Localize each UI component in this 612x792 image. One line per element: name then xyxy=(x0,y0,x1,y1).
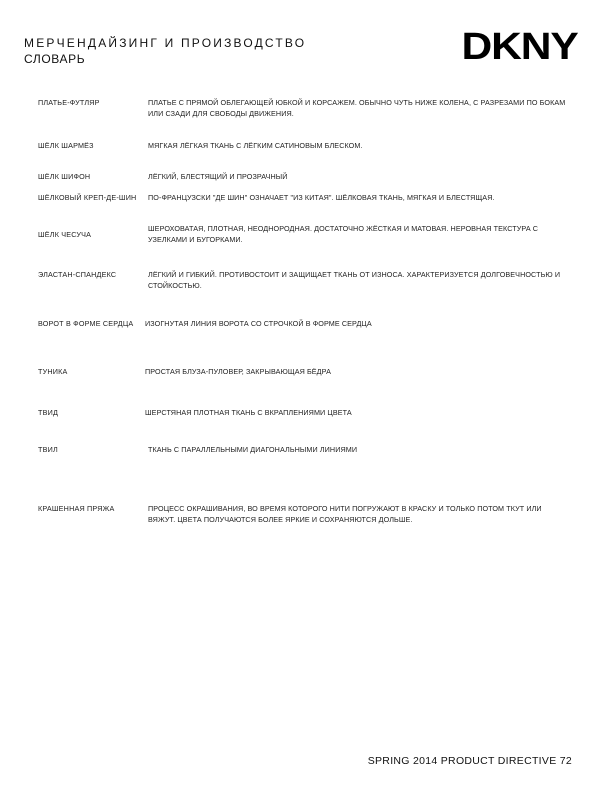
page-footer: SPRING 2014 PRODUCT DIRECTIVE 72 xyxy=(367,755,572,767)
glossary-term: ТВИД xyxy=(38,408,59,417)
glossary-definition: МЯГКАЯ ЛЁГКАЯ ТКАНЬ С ЛЁГКИМ САТИНОВЫМ БЛЕСКОМ. xyxy=(148,141,363,150)
glossary-term: ШЁЛК ШАРМЁЗ xyxy=(38,141,94,150)
dkny-logo: DKNY xyxy=(461,26,578,68)
glossary-term: ПЛАТЬЕ-ФУТЛЯР xyxy=(38,98,100,107)
glossary-term: КРАШЕННАЯ ПРЯЖА xyxy=(38,504,115,513)
glossary-definition: ЛЁГКИЙ И ГИБКИЙ. ПРОТИВОСТОИТ И ЗАЩИЩАЕТ ТКАНЬ ОТ ИЗНОСА. ХАРАКТЕРИЗУЕТСЯ ДОЛГОВЕЧНОСТЬЮ И СТОЙКОСТЬЮ. xyxy=(148,270,561,290)
glossary-term: ШЁЛК ЧЕСУЧА xyxy=(38,230,92,239)
glossary-term: ТУНИКА xyxy=(38,367,68,376)
glossary-definition: ШЕРСТЯНАЯ ПЛОТНАЯ ТКАНЬ С ВКРАПЛЕНИЯМИ ЦВЕТА xyxy=(145,408,352,417)
glossary-definition: ПРОСТАЯ БЛУЗА-ПУЛОВЕР, ЗАКРЫВАЮЩАЯ БЁДРА xyxy=(145,367,331,376)
glossary-definition: ПО-ФРАНЦУЗСКИ "ДЕ ШИН" ОЗНАЧАЕТ "ИЗ КИТАЯ". ШЁЛКОВАЯ ТКАНЬ, МЯГКАЯ И БЛЕСТЯЩАЯ. xyxy=(148,193,495,202)
glossary-definition: ИЗОГНУТАЯ ЛИНИЯ ВОРОТА СО СТРОЧКОЙ В ФОРМЕ СЕРДЦА xyxy=(145,319,372,328)
glossary-definition: ПРОЦЕСС ОКРАШИВАНИЯ, ВО ВРЕМЯ КОТОРОГО НИТИ ПОГРУЖАЮТ В КРАСКУ И ТОЛЬКО ПОТОМ ТКУТ ИЛИ ВЯЖУТ. ЦВЕТА ПОЛУЧАЮТСЯ БОЛЕЕ ЯРКИЕ И СОХРАНЯЮТСЯ ДОЛЬШЕ. xyxy=(148,504,542,524)
glossary-term: ТВИЛ xyxy=(38,445,58,454)
glossary-term: ВОРОТ В ФОРМЕ СЕРДЦА xyxy=(38,319,134,328)
glossary-term: ЭЛАСТАН-СПАНДЕКС xyxy=(38,270,117,279)
page-subtitle: СЛОВАРЬ xyxy=(24,52,86,66)
glossary-definition: ТКАНЬ С ПАРАЛЛЕЛЬНЫМИ ДИАГОНАЛЬНЫМИ ЛИНИЯМИ xyxy=(148,445,358,454)
glossary-definition: ЛЁГКИЙ, БЛЕСТЯЩИЙ И ПРОЗРАЧНЫЙ xyxy=(148,172,288,181)
page-title: МЕРЧЕНДАЙЗИНГ И ПРОИЗВОДСТВО xyxy=(24,36,307,50)
glossary-term: ШЁЛКОВЫЙ КРЕП-ДЕ-ШИН xyxy=(38,193,137,202)
glossary-term: ШЁЛК ШИФОН xyxy=(38,172,91,181)
glossary-definition: ПЛАТЬЕ С ПРЯМОЙ ОБЛЕГАЮЩЕЙ ЮБКОЙ И КОРСАЖЕМ. ОБЫЧНО ЧУТЬ НИЖЕ КОЛЕНА, С РАЗРЕЗАМИ ПО БОКАМ ИЛИ СЗАДИ ДЛЯ СВОБОДЫ ДВИЖЕНИЯ. xyxy=(148,98,566,118)
glossary-definition: ШЕРОХОВАТАЯ, ПЛОТНАЯ, НЕОДНОРОДНАЯ. ДОСТАТОЧНО ЖЁСТКАЯ И МАТОВАЯ. НЕРОВНАЯ ТЕКСТУРА С УЗЕЛКАМИ И БУГОРКАМИ. xyxy=(148,224,539,244)
page-header xyxy=(24,36,306,66)
